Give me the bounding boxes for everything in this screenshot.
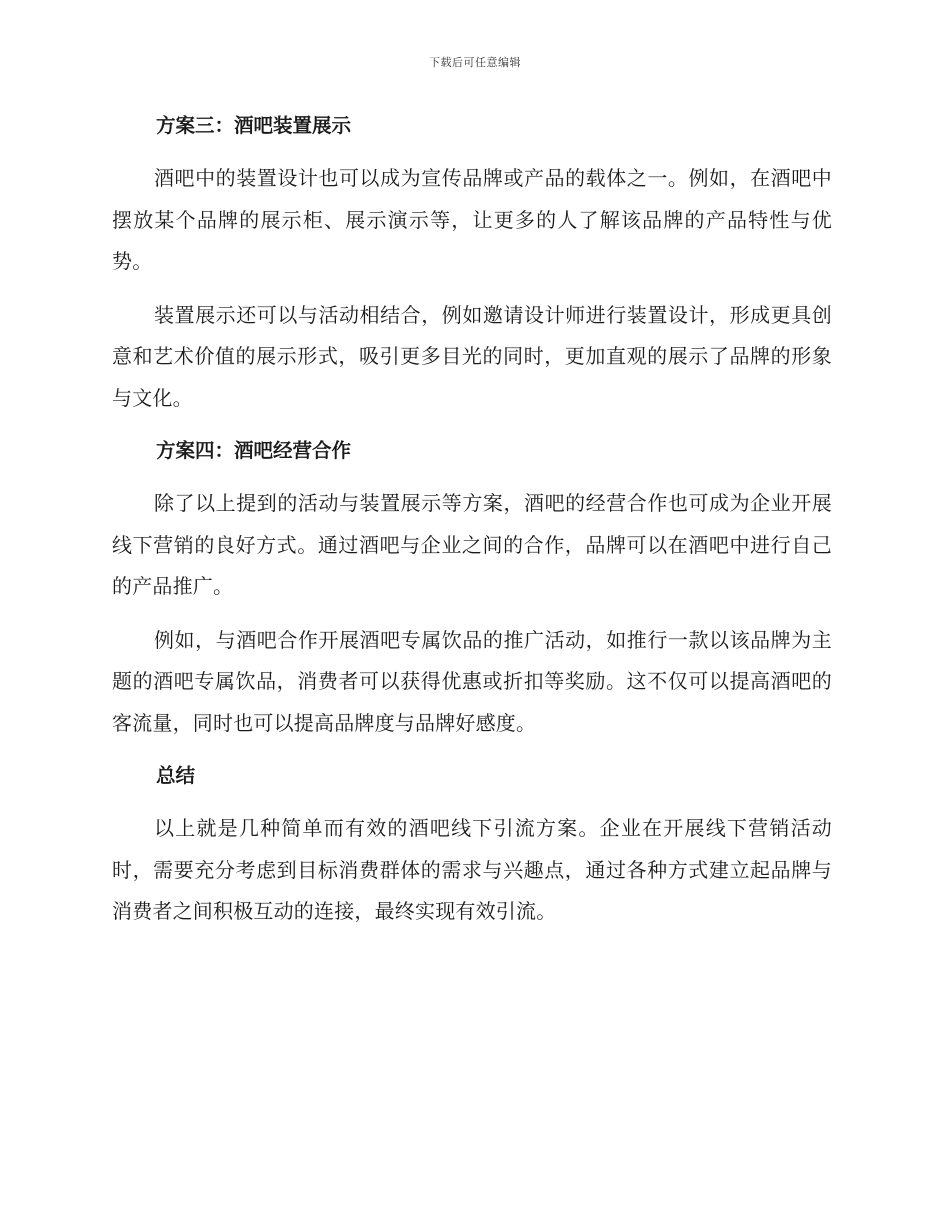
section-heading: 方案四：酒吧经营合作 <box>156 439 352 462</box>
section-plan-four <box>112 431 832 744</box>
section-summary <box>112 756 832 933</box>
paragraph: 装置展示还可以与活动相结合，例如邀请设计师进行装置设计，形成更具创意和艺术价值的展示形式，吸引更多目光的同时，更加直观的展示了品牌的形象与文化。 <box>112 302 832 410</box>
section-heading: 方案三：酒吧装置展示 <box>156 114 352 137</box>
section-heading: 总结 <box>156 764 196 787</box>
page-header: 下载后可任意编辑 <box>429 56 521 69</box>
paragraph: 除了以上提到的活动与装置展示等方案，酒吧的经营合作也可成为企业开展线下营销的良好方式。通过酒吧与企业之间的合作，品牌可以在酒吧中进行自己的产品推广。 <box>112 491 832 598</box>
document-body <box>112 106 832 945</box>
paragraph: 以上就是几种简单而有效的酒吧线下引流方案。企业在开展线下营销活动时，需要充分考虑到目标消费群体的需求与兴趣点，通过各种方式建立起品牌与消费者之间积极互动的连接，最终实现有效引流。 <box>112 816 832 923</box>
paragraph: 酒吧中的装置设计也可以成为宣传品牌或产品的载体之一。例如，在酒吧中摆放某个品牌的展示柜、展示演示等，让更多的人了解该品牌的产品特性与优势。 <box>112 166 832 273</box>
section-plan-three <box>112 106 832 419</box>
paragraph: 例如，与酒吧合作开展酒吧专属饮品的推广活动，如推行一款以该品牌为主题的酒吧专属饮品，消费者可以获得优惠或折扣等奖励。这不仅可以提高酒吧的客流量，同时也可以提高品牌度与品牌好感度。 <box>112 627 832 735</box>
